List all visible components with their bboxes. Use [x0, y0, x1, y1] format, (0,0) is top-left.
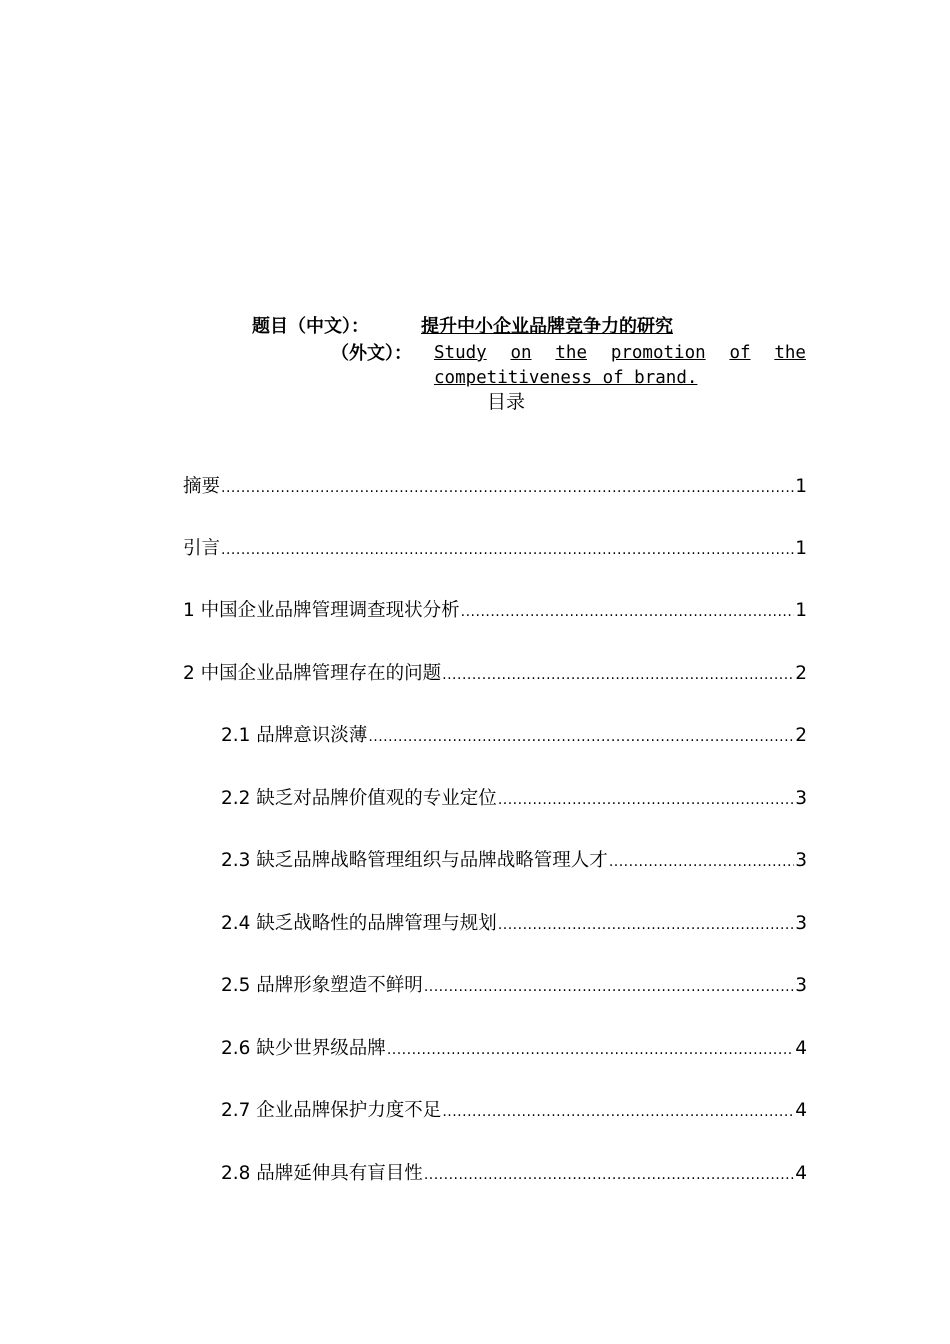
- toc-entry-page: 3: [795, 850, 807, 871]
- title-en-word: the: [774, 343, 806, 363]
- toc-entry-page: 1: [795, 538, 807, 559]
- toc-entry-page: 1: [795, 600, 807, 621]
- toc-entry[interactable]: [221, 784, 807, 814]
- toc-entry-text: 2.7 企业品牌保护力度不足: [221, 1100, 442, 1121]
- toc-leader-dots: [424, 972, 794, 1002]
- title-cn-value: 提升中小企业品牌竞争力的研究: [421, 316, 673, 337]
- toc-leader-dots: [221, 473, 794, 503]
- toc-entry-text: 2 中国企业品牌管理存在的问题: [183, 663, 442, 684]
- toc-leader-dots: [442, 1097, 794, 1127]
- title-en-word: on: [510, 343, 532, 363]
- toc-leader-dots: [424, 1160, 794, 1190]
- title-en-word: promotion: [610, 343, 706, 363]
- toc-entry-page: 2: [795, 725, 807, 746]
- toc-leader-dots: [498, 910, 794, 940]
- toc-entry[interactable]: [221, 971, 807, 1001]
- toc-entry[interactable]: [183, 472, 807, 502]
- title-en-label: （外文）：: [331, 343, 412, 364]
- toc-entry-text: 2.1 品牌意识淡薄: [221, 725, 368, 746]
- toc-entry-text: 2.2 缺乏对品牌价值观的专业定位: [221, 788, 497, 809]
- toc-entry-page: 3: [795, 913, 807, 934]
- toc-leader-dots: [368, 722, 794, 752]
- toc-leader-dots: [609, 847, 794, 877]
- toc-leader-dots: [498, 785, 794, 815]
- toc-entry[interactable]: [221, 909, 807, 939]
- toc-entry-text: 2.4 缺乏战略性的品牌管理与规划: [221, 913, 497, 934]
- toc-entry-page: 4: [795, 1163, 807, 1184]
- title-cn-label: 题目（中文）：: [252, 316, 369, 337]
- title-en-word: the: [555, 343, 587, 363]
- title-en-value-line1: [434, 341, 806, 366]
- toc-entry-page: 4: [795, 1100, 807, 1121]
- toc-entry[interactable]: [221, 1159, 807, 1189]
- toc-leader-dots: [387, 1035, 794, 1065]
- toc-entry[interactable]: [221, 1096, 807, 1126]
- toc-entry[interactable]: [183, 596, 807, 626]
- title-en-value-line2: competitiveness of brand.: [434, 368, 698, 388]
- title-en-word: of: [729, 343, 751, 363]
- toc-leader-dots: [461, 597, 795, 627]
- toc-entry[interactable]: [183, 534, 807, 564]
- toc-entry[interactable]: [221, 721, 807, 751]
- toc-entry-text: 摘要: [183, 476, 221, 497]
- toc-entry-text: 2.6 缺少世界级品牌: [221, 1038, 386, 1059]
- toc-leader-dots: [442, 660, 794, 690]
- toc-entry-text: 2.8 品牌延伸具有盲目性: [221, 1163, 423, 1184]
- toc-entry-text: 引言: [183, 538, 221, 559]
- toc-entry-page: 2: [795, 663, 807, 684]
- toc-entry-page: 4: [795, 1038, 807, 1059]
- toc-entry[interactable]: [221, 846, 807, 876]
- toc-leader-dots: [221, 535, 794, 565]
- title-en-word: Study: [434, 343, 487, 363]
- toc-entry-page: 1: [795, 476, 807, 497]
- toc-entry-page: 3: [795, 975, 807, 996]
- toc-entry[interactable]: [183, 659, 807, 689]
- toc-entry-page: 3: [795, 788, 807, 809]
- toc-entry-text: 2.3 缺乏品牌战略管理组织与品牌战略管理人才: [221, 850, 608, 871]
- toc-entry-text: 1 中国企业品牌管理调查现状分析: [183, 600, 460, 621]
- toc-entry-text: 2.5 品牌形象塑造不鲜明: [221, 975, 423, 996]
- toc-heading: 目录: [487, 391, 526, 413]
- toc-entry[interactable]: [221, 1034, 807, 1064]
